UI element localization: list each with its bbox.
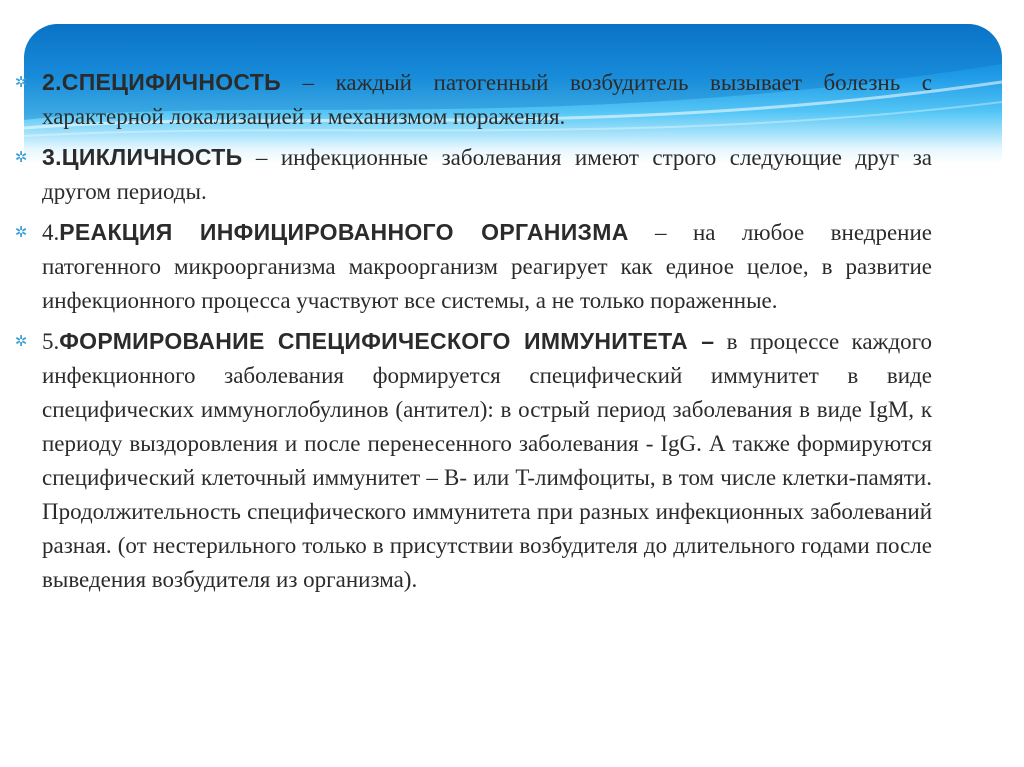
- item-number: 5.: [42, 329, 60, 354]
- bullet-star-icon: ✲: [14, 73, 28, 91]
- bullet-star-icon: ✲: [14, 148, 28, 166]
- item-text: в процессе каждого инфекционного заболевания формируется специфический иммунитет в виде специфических иммуноглобулинов (антител): в острый период заболевания в виде IgM, к периоду выздоровления и после перенесенного заболевания - IgG. А также формируются специфический клеточный иммунитет – B- или T-лимфоциты, в том числе клетки-памяти. Продолжительность специфического иммунитета при разных инфекционных заболеваний разная. (от нестерильного только в присутствии возбудителя до длительного годами после выведения возбудителя из организма).: [42, 329, 933, 592]
- item-term: 2.СПЕЦИФИЧНОСТЬ: [42, 69, 281, 95]
- bullet-list: [0, 65, 1024, 603]
- list-item: [0, 215, 1024, 318]
- item-number: 4.: [42, 220, 60, 245]
- item-text: – каждый патогенный возбудитель вызывает болезнь с характерной локализацией и механизмом поражения.: [42, 70, 932, 129]
- item-text: – на любое внедрение патогенного микроорганизма макроорганизм реагирует как единое целое, в развитие инфекционного процесса участвуют все системы, а не только пораженные.: [42, 220, 932, 313]
- list-item: [0, 140, 1024, 209]
- item-term: РЕАКЦИЯ ИНФИЦИРОВАННОГО ОРГАНИЗМА: [59, 219, 629, 245]
- item-term: 3.ЦИКЛИЧНОСТЬ: [42, 144, 243, 170]
- item-text: – инфекционные заболевания имеют строго следующие друг за другом периоды.: [42, 145, 932, 204]
- bullet-star-icon: ✲: [14, 332, 28, 350]
- list-item: [0, 324, 1024, 597]
- list-item: [0, 65, 1024, 134]
- bullet-star-icon: ✲: [14, 223, 28, 241]
- item-term: ФОРМИРОВАНИЕ СПЕЦИФИЧЕСКОГО ИММУНИТЕТА –: [59, 328, 715, 354]
